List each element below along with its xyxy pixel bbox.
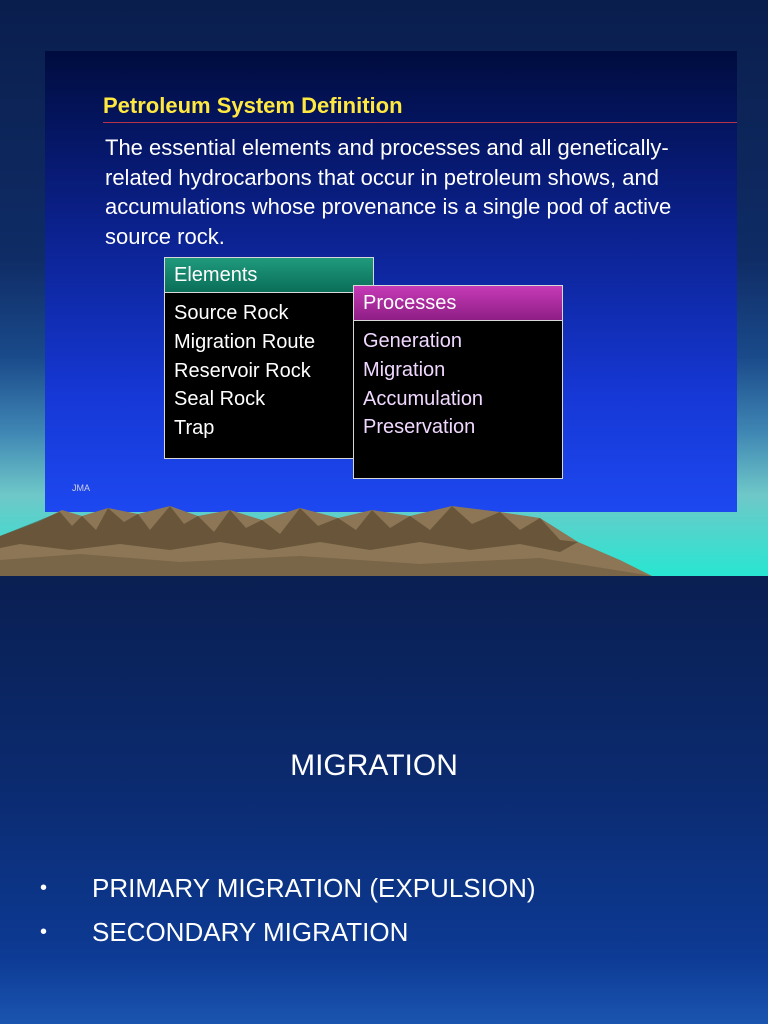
author-initials: JMA bbox=[72, 483, 90, 493]
list-item: Seal Rock bbox=[174, 388, 266, 411]
list-item: Migration bbox=[363, 358, 446, 381]
processes-box bbox=[353, 285, 563, 479]
definition-panel bbox=[45, 51, 737, 512]
slide-migration bbox=[0, 576, 768, 1024]
list-item: Accumulation bbox=[363, 387, 484, 410]
list-item: Generation bbox=[363, 330, 462, 352]
migration-bullet-list bbox=[40, 866, 536, 954]
elements-header: Elements bbox=[165, 258, 373, 293]
list-item: Migration Route bbox=[174, 330, 316, 353]
bullet-icon: • bbox=[40, 921, 48, 943]
list-item: Preservation bbox=[363, 416, 476, 439]
list-item: Source Rock bbox=[174, 302, 289, 324]
migration-title: MIGRATION bbox=[290, 749, 458, 782]
list-item bbox=[40, 910, 536, 954]
list-item: Reservoir Rock bbox=[174, 359, 311, 382]
bullet-text: SECONDARY MIGRATION bbox=[92, 917, 409, 947]
list-item: Trap bbox=[174, 417, 215, 440]
elements-list bbox=[165, 293, 373, 443]
bullet-text: PRIMARY MIGRATION (EXPULSION) bbox=[92, 873, 536, 903]
mountain-range-graphic bbox=[0, 500, 768, 576]
elements-box bbox=[164, 257, 374, 459]
processes-header: Processes bbox=[354, 286, 562, 321]
list-item bbox=[40, 866, 536, 910]
bullet-icon: • bbox=[40, 877, 48, 899]
processes-list bbox=[354, 321, 562, 442]
slide-title: Petroleum System Definition bbox=[103, 93, 403, 118]
title-underline bbox=[103, 122, 737, 123]
definition-text: The essential elements and processes and all genetically-related hydrocarbons that occur in petroleum shows, and accumulations whose provenance is a single pod of active source rock. bbox=[105, 135, 672, 249]
